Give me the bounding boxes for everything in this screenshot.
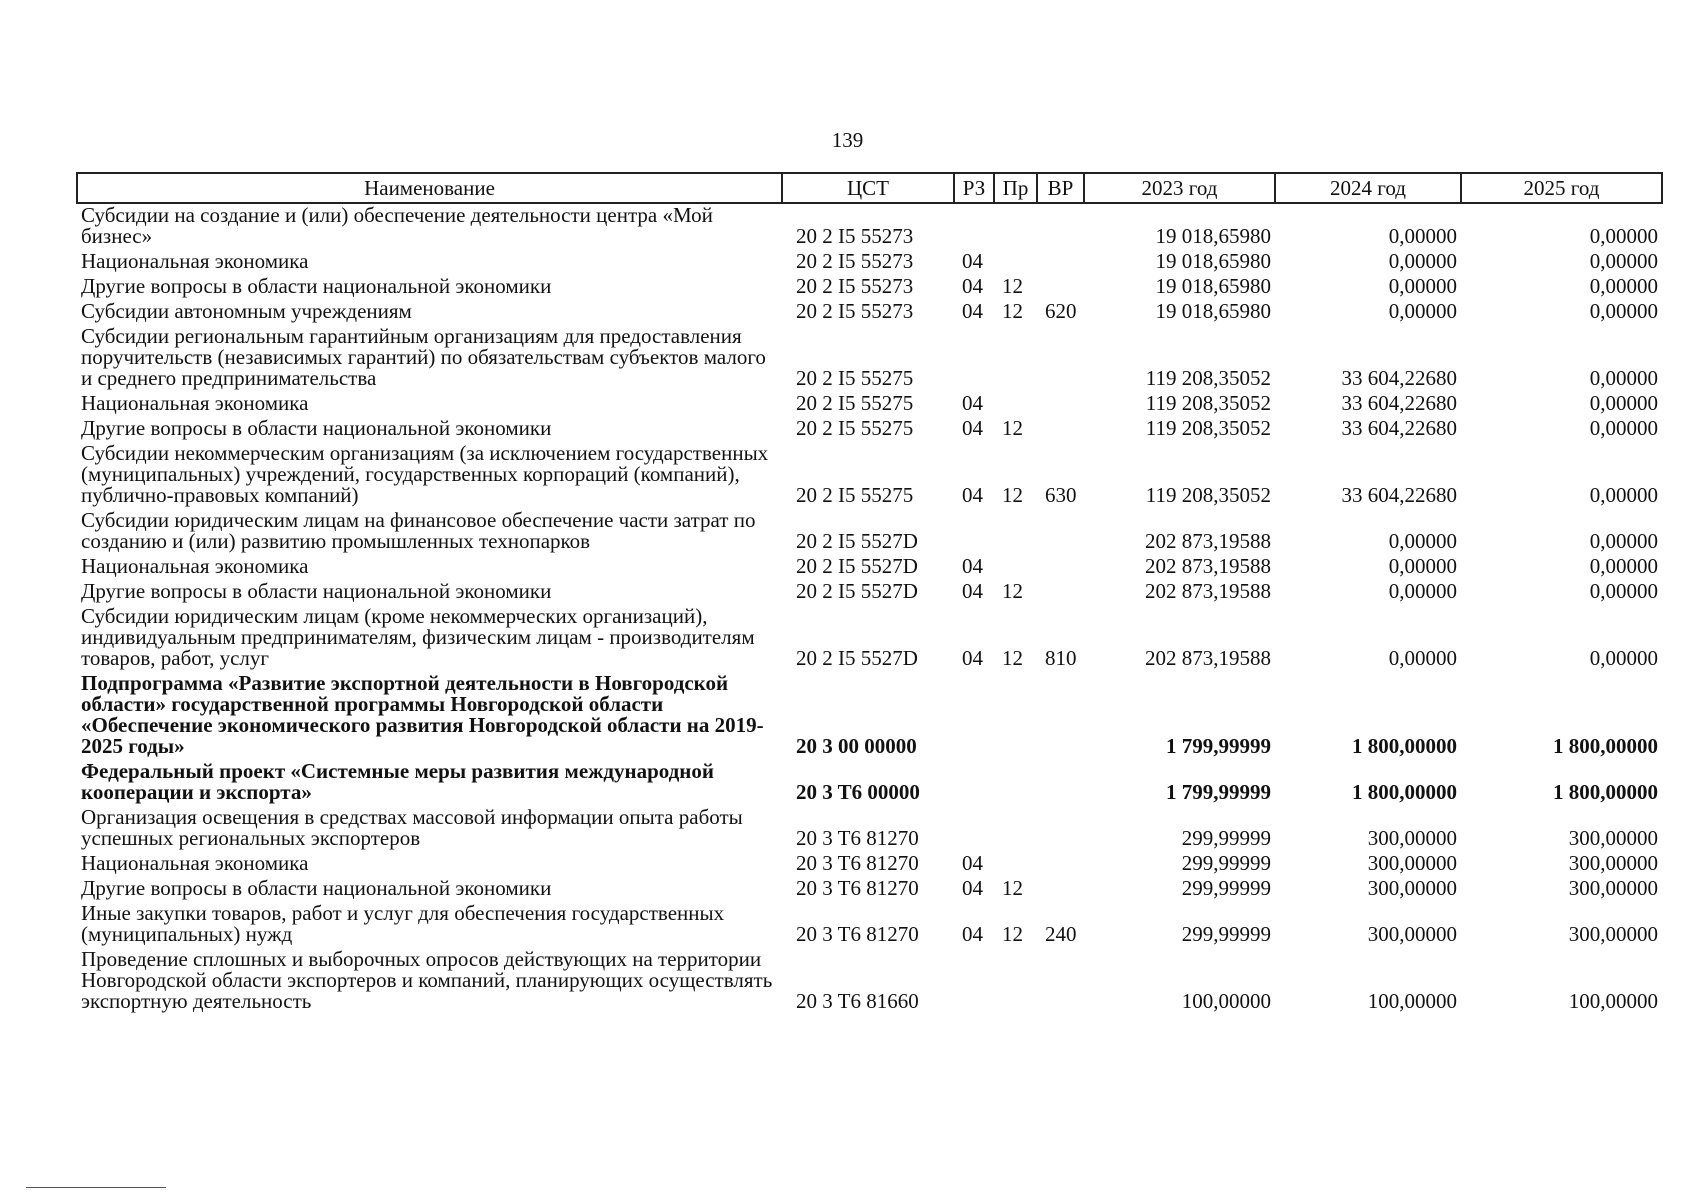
cell-2024: 0,00000	[1388, 249, 1457, 273]
cell-2023: 299,99999	[1181, 876, 1271, 900]
cell-name: Подпрограмма «Развитие экспортной деятельности в Новгородской области» государственной программы Новгородской области «Обеспечение экономического развития Новгородской области на 2019-2025 годы»	[81, 671, 764, 758]
header-2024: 2024 год	[1275, 173, 1461, 203]
cell-pr: 12	[1002, 274, 1023, 298]
cell-2023: 299,99999	[1181, 851, 1271, 875]
cell-rz: 04	[962, 299, 983, 323]
cell-2023: 1 799,99999	[1166, 780, 1271, 804]
header-cst: ЦСТ	[782, 173, 954, 203]
cell-vr	[1037, 806, 1084, 852]
cell-cst: 20 2 I5 55273	[796, 249, 914, 273]
cell-name: Федеральный проект «Системные меры развития международной кооперации и экспорта»	[81, 759, 714, 804]
cell-name: Другие вопросы в области национальной экономики	[81, 579, 552, 603]
cell-2023: 19 018,65980	[1155, 249, 1271, 273]
cell-2023: 119 208,35052	[1145, 416, 1271, 440]
cell-name: Другие вопросы в области национальной экономики	[81, 876, 552, 900]
cell-2025: 0,00000	[1589, 224, 1658, 248]
table-row	[77, 902, 1662, 948]
cell-vr	[1037, 250, 1084, 275]
cell-rz: 04	[962, 579, 983, 603]
cell-cst: 20 2 I5 55273	[796, 274, 914, 298]
cell-2024: 0,00000	[1388, 299, 1457, 323]
cell-cst: 20 3 T6 81270	[796, 876, 919, 900]
cell-vr	[1037, 760, 1084, 806]
cell-2024: 300,00000	[1367, 851, 1457, 875]
cell-2024: 33 604,22680	[1341, 391, 1457, 415]
cell-2023: 1 799,99999	[1166, 734, 1271, 758]
cell-cst: 20 2 I5 5527D	[796, 579, 918, 603]
cell-name: Национальная экономика	[81, 391, 309, 415]
cell-2023: 119 208,35052	[1145, 483, 1271, 507]
cell-rz	[954, 948, 994, 1015]
table-row	[77, 203, 1662, 250]
cell-2024: 0,00000	[1388, 529, 1457, 553]
cell-pr: 12	[1002, 299, 1023, 323]
cell-2023: 202 873,19588	[1145, 529, 1271, 553]
cell-2023: 202 873,19588	[1145, 579, 1271, 603]
table-row	[77, 806, 1662, 852]
cell-rz: 04	[962, 416, 983, 440]
cell-name: Субсидии юридическим лицам (кроме некоммерческих организаций), индивидуальным предпринимателям, физическим лицам - производителям товаров, работ, услуг	[81, 604, 755, 670]
page-number: 139	[831, 128, 864, 152]
cell-rz: 04	[962, 554, 983, 578]
cell-cst: 20 2 I5 5527D	[796, 529, 918, 553]
cell-cst: 20 3 T6 81270	[796, 826, 919, 850]
header-name: Наименование	[77, 173, 782, 203]
cell-vr	[1037, 852, 1084, 877]
table-row	[77, 948, 1662, 1015]
cell-name: Субсидии автономным учреждениям	[81, 299, 412, 323]
cell-cst: 20 3 T6 81270	[796, 922, 919, 946]
cell-2025: 100,00000	[1568, 989, 1658, 1013]
cell-2023: 19 018,65980	[1155, 224, 1271, 248]
cell-2025: 1 800,00000	[1553, 734, 1658, 758]
cell-2025: 300,00000	[1568, 922, 1658, 946]
cell-2023: 299,99999	[1181, 922, 1271, 946]
cell-2025: 0,00000	[1589, 579, 1658, 603]
table-row	[77, 392, 1662, 417]
table-row	[77, 580, 1662, 605]
header-pr: Пр	[994, 173, 1037, 203]
cell-cst: 20 2 I5 5527D	[796, 554, 918, 578]
cell-cst: 20 2 I5 55275	[796, 366, 914, 390]
cell-cst: 20 3 T6 81270	[796, 851, 919, 875]
table-row	[77, 442, 1662, 509]
cell-rz: 04	[962, 876, 983, 900]
cell-name: Национальная экономика	[81, 851, 309, 875]
cell-vr	[1037, 672, 1084, 760]
table-body	[77, 203, 1662, 1015]
cell-2025: 0,00000	[1589, 416, 1658, 440]
cell-rz	[954, 760, 994, 806]
cell-cst: 20 2 I5 55275	[796, 416, 914, 440]
cell-cst: 20 2 I5 55273	[796, 299, 914, 323]
cell-2023: 100,00000	[1181, 989, 1271, 1013]
cell-pr: 12	[1002, 922, 1023, 946]
cell-vr	[1037, 948, 1084, 1015]
table-row	[77, 760, 1662, 806]
cell-rz: 04	[962, 483, 983, 507]
cell-cst: 20 2 I5 5527D	[796, 646, 918, 670]
cell-2025: 0,00000	[1589, 391, 1658, 415]
cell-name: Другие вопросы в области национальной экономики	[81, 274, 552, 298]
cell-rz	[954, 325, 994, 392]
cell-2023: 119 208,35052	[1145, 391, 1271, 415]
cell-pr	[994, 806, 1037, 852]
cell-rz: 04	[962, 646, 983, 670]
table-row	[77, 250, 1662, 275]
cell-2025: 0,00000	[1589, 529, 1658, 553]
cell-name: Иные закупки товаров, работ и услуг для обеспечения государственных (муниципальных) нужд	[81, 901, 725, 946]
table-row	[77, 417, 1662, 442]
cell-vr: 810	[1045, 646, 1077, 670]
cell-2023: 19 018,65980	[1155, 299, 1271, 323]
cell-2025: 0,00000	[1589, 646, 1658, 670]
cell-pr: 12	[1002, 579, 1023, 603]
cell-2024: 33 604,22680	[1341, 416, 1457, 440]
cell-pr: 12	[1002, 416, 1023, 440]
cell-2025: 0,00000	[1589, 483, 1658, 507]
cell-vr	[1037, 275, 1084, 300]
cell-2023: 202 873,19588	[1145, 646, 1271, 670]
cell-2024: 300,00000	[1367, 922, 1457, 946]
cell-pr	[994, 948, 1037, 1015]
cell-pr: 12	[1002, 483, 1023, 507]
cell-2025: 0,00000	[1589, 299, 1658, 323]
cell-2025: 300,00000	[1568, 876, 1658, 900]
cell-2025: 0,00000	[1589, 249, 1658, 273]
cell-2024: 0,00000	[1388, 646, 1457, 670]
cell-rz: 04	[962, 249, 983, 273]
footnote-separator	[26, 1187, 166, 1188]
cell-cst: 20 2 I5 55275	[796, 483, 914, 507]
cell-2025: 0,00000	[1589, 554, 1658, 578]
table-row	[77, 555, 1662, 580]
cell-vr	[1037, 417, 1084, 442]
cell-name: Другие вопросы в области национальной экономики	[81, 416, 552, 440]
cell-2023: 119 208,35052	[1145, 366, 1271, 390]
cell-cst: 20 2 I5 55275	[796, 391, 914, 415]
cell-vr	[1037, 509, 1084, 555]
cell-rz	[954, 509, 994, 555]
cell-2023: 202 873,19588	[1145, 554, 1271, 578]
cell-name: Организация освещения в средствах массовой информации опыта работы успешных региональных экспортеров	[81, 805, 743, 850]
cell-2024: 33 604,22680	[1341, 366, 1457, 390]
cell-2024: 1 800,00000	[1352, 734, 1457, 758]
cell-rz: 04	[962, 391, 983, 415]
cell-name: Субсидии юридическим лицам на финансовое обеспечение части затрат по созданию и (или) развитию промышленных технопарков	[81, 508, 756, 553]
header-2025: 2025 год	[1461, 173, 1662, 203]
cell-2024: 33 604,22680	[1341, 483, 1457, 507]
cell-name: Субсидии региональным гарантийным организациям для предоставления поручительств (независимых гарантий) по обязательствам субъектов малого и среднего предпринимательства	[81, 324, 766, 390]
cell-2024: 300,00000	[1367, 876, 1457, 900]
header-2023: 2023 год	[1084, 173, 1275, 203]
cell-vr: 630	[1045, 483, 1077, 507]
cell-cst: 20 3 T6 81660	[796, 989, 919, 1013]
cell-pr	[994, 760, 1037, 806]
cell-rz	[954, 806, 994, 852]
budget-table	[76, 172, 1663, 1015]
cell-pr	[994, 250, 1037, 275]
cell-2024: 300,00000	[1367, 826, 1457, 850]
cell-name: Национальная экономика	[81, 554, 309, 578]
cell-vr	[1037, 877, 1084, 902]
cell-2024: 0,00000	[1388, 579, 1457, 603]
cell-pr	[994, 203, 1037, 250]
cell-pr: 12	[1002, 876, 1023, 900]
cell-2025: 300,00000	[1568, 851, 1658, 875]
cell-2025: 0,00000	[1589, 366, 1658, 390]
cell-vr	[1037, 392, 1084, 417]
cell-2025: 300,00000	[1568, 826, 1658, 850]
cell-rz: 04	[962, 922, 983, 946]
table-row	[77, 509, 1662, 555]
header-rz: РЗ	[954, 173, 994, 203]
cell-2023: 299,99999	[1181, 826, 1271, 850]
cell-rz: 04	[962, 851, 983, 875]
cell-pr	[994, 325, 1037, 392]
cell-name: Национальная экономика	[81, 249, 309, 273]
cell-name: Субсидии на создание и (или) обеспечение деятельности центра «Мой бизнес»	[81, 203, 713, 248]
cell-rz	[954, 672, 994, 760]
table-row	[77, 300, 1662, 325]
cell-pr	[994, 555, 1037, 580]
table-row	[77, 672, 1662, 760]
cell-2023: 19 018,65980	[1155, 274, 1271, 298]
cell-vr	[1037, 203, 1084, 250]
table-row	[77, 877, 1662, 902]
cell-2024: 0,00000	[1388, 554, 1457, 578]
table-row	[77, 325, 1662, 392]
cell-rz: 04	[962, 274, 983, 298]
cell-vr: 620	[1045, 299, 1077, 323]
cell-vr	[1037, 325, 1084, 392]
header-vr: ВР	[1037, 173, 1084, 203]
table-row	[77, 852, 1662, 877]
cell-pr	[994, 672, 1037, 760]
cell-2024: 0,00000	[1388, 274, 1457, 298]
cell-2025: 0,00000	[1589, 274, 1658, 298]
cell-vr	[1037, 580, 1084, 605]
cell-rz	[954, 203, 994, 250]
table-row	[77, 275, 1662, 300]
table-row	[77, 605, 1662, 672]
cell-pr	[994, 852, 1037, 877]
cell-cst: 20 3 00 00000	[796, 734, 917, 758]
cell-name: Субсидии некоммерческим организациям (за исключением государственных (муниципальных) учреждений, государственных корпораций (компаний), публично-правовых компаний)	[81, 441, 769, 507]
cell-cst: 20 2 I5 55273	[796, 224, 914, 248]
cell-2024: 0,00000	[1388, 224, 1457, 248]
cell-pr: 12	[1002, 646, 1023, 670]
cell-2024: 1 800,00000	[1352, 780, 1457, 804]
table-header-row	[77, 173, 1662, 203]
cell-2025: 1 800,00000	[1553, 780, 1658, 804]
cell-name: Проведение сплошных и выборочных опросов действующих на территории Новгородской области экспортеров и компаний, планирующих осуществлять экспортную деятельность	[81, 947, 773, 1013]
cell-cst: 20 3 T6 00000	[796, 780, 920, 804]
cell-2024: 100,00000	[1367, 989, 1457, 1013]
cell-pr	[994, 509, 1037, 555]
cell-vr	[1037, 555, 1084, 580]
cell-vr: 240	[1045, 922, 1077, 946]
cell-pr	[994, 392, 1037, 417]
